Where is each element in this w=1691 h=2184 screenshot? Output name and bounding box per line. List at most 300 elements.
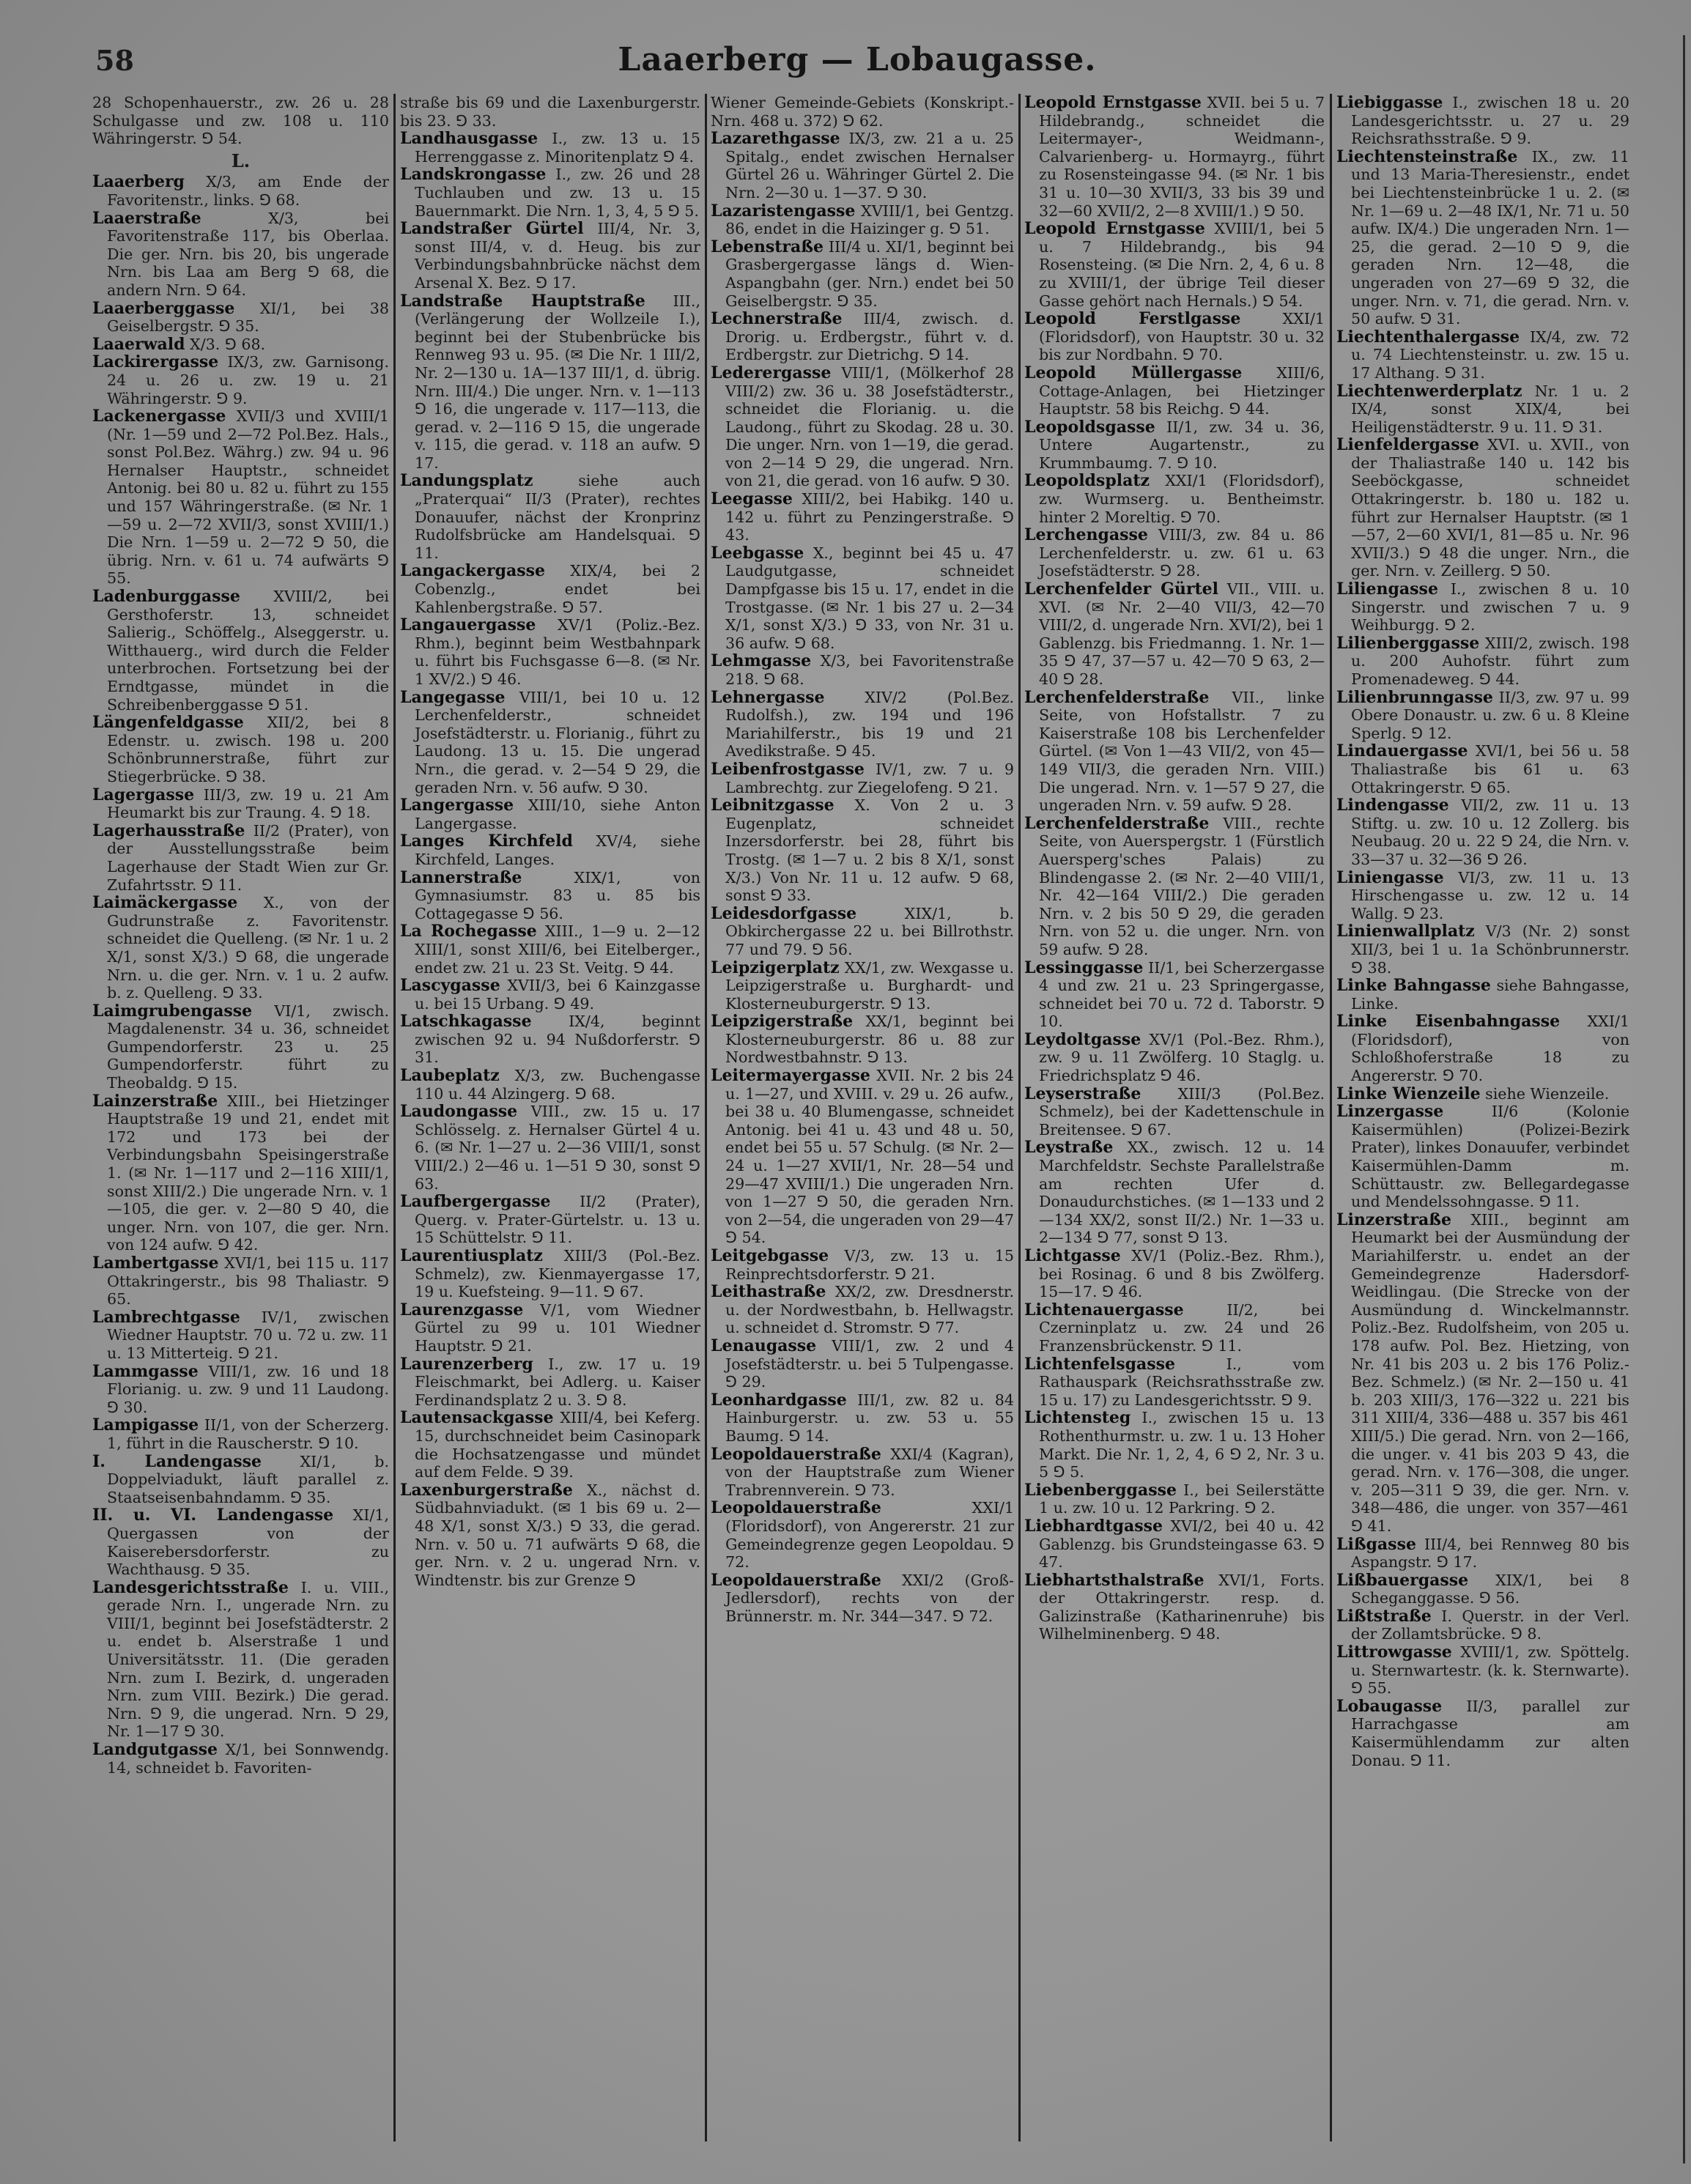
street-entry (711, 905, 1014, 959)
street-entry (711, 544, 1014, 653)
street-name: Lampigasse (92, 1415, 199, 1435)
street-name: Liebhartsthalstraße (1024, 1570, 1205, 1590)
street-name: Linke Bahngasse (1336, 976, 1491, 996)
page-header (95, 38, 1619, 89)
street-entry (1336, 382, 1629, 437)
street-entry (400, 220, 700, 292)
entry-text: XIX/1, bei 8 Scheganggasse. ⅁ 56. (1351, 1571, 1629, 1607)
street-entry (400, 1301, 700, 1355)
street-entry (400, 977, 700, 1013)
street-entry (1024, 815, 1325, 959)
street-entry (711, 1572, 1014, 1626)
column-rule (705, 94, 707, 2142)
street-name: Leidesdorfgasse (711, 903, 857, 923)
street-entry (1336, 148, 1629, 328)
street-entry (400, 166, 700, 220)
entry-text: VIII/1, zw. 16 und 18 Florianig. u. zw. 9 und 11 Laudong. ⅁ 30. (107, 1362, 389, 1416)
street-entry (92, 300, 389, 336)
entry-text: XII/2, bei 8 Edenstr. u. zwisch. 198 u. 200 Schönbrunnerstraße, führt zur Stiegerbrücke. ⅁ 38. (107, 714, 389, 785)
entry-text: III/4, bei Rennweg 80 bis Aspangstr. ⅁ 17. (1351, 1535, 1629, 1572)
entry-text: siehe auch „Praterquai“ II/3 (Prater), rechtes Donauufer, nächst der Kronprinz Rudolfsbrücke am Handelsquai. ⅁ 11. (415, 472, 700, 562)
street-entry (1336, 436, 1629, 580)
entry-text: I., zw. 26 und 28 Tuchlauben und zw. 13 u. 15 Bauernmarkt. Die Nrn. 1, 3, 4, 5 ⅁ 5. (415, 166, 700, 220)
entry-text: XIII/2, bei Habikg. 140 u. 142 u. führt zu Penzingerstraße. ⅁ 43. (725, 490, 1014, 544)
entry-text: II/2 (Prater), von der Ausstellungsstraße beim Lagerhause der Stadt Wien zur Gr. Zufahrtsstr. ⅁ 11. (107, 821, 389, 894)
street-entry (711, 490, 1014, 544)
street-name: Leopold Ernstgasse (1024, 219, 1205, 239)
street-name: Lebenstraße (711, 237, 824, 256)
street-entry (400, 472, 700, 562)
street-name: Langergasse (400, 796, 514, 815)
entry-text: XIII/2, zwisch. 198 u. 200 Auhofstr. führt zum Promenadeweg. ⅁ 44. (1351, 634, 1629, 688)
street-name: Linzergasse (1336, 1102, 1444, 1122)
street-entry (400, 562, 700, 616)
entry-text: X., von der Gudrunstraße z. Favoritenstr. schneidet die Quelleng. (✉ Nr. 1 u. 2 X/1, sonst X/3.) ⅁ 68, die ungerade Nrn. u. die ger. Nrn. v. 1 u. 2 aufw. b. z. Quelleng. ⅁ 33. (107, 894, 389, 1002)
entry-text: VI/1, zwisch. Magdalenenstr. 34 u. 36, schneidet Gumpendorferstr. 23 u. 25 Gumpendorferstr. führt zu Theobaldg. ⅁ 15. (107, 1002, 389, 1092)
entry-text: XVI/1, Forts. der Ottakringerstr. resp. d. Galizinstraße (Katharinenruhe) bis Wilhelminenberg. ⅁ 48. (1039, 1571, 1325, 1643)
column-rule (1018, 94, 1021, 2142)
street-entry (400, 292, 700, 473)
street-name: Leipzigerstraße (711, 1012, 854, 1032)
street-entry (400, 689, 700, 797)
street-name: Leystraße (1024, 1138, 1114, 1158)
entry-text: XVII. bei 5 u. 7 Hildebrandg., schneidet die Leitermayer-, Weidmann-, Calvarienberg- u. Hormayrg., führt zu Rosensteingasse 94. (✉ Nr. 1 bis 31 u. 10—30 XVII/3, 33 bis 39 und 32—60 XVII/2, 2—8 XVIII/1.) ⅁ 50. (1039, 94, 1325, 220)
entry-text: I. Querstr. in der Verl. der Zollamtsbrücke. ⅁ 8. (1351, 1607, 1629, 1643)
street-name: Leipzigerplatz (711, 958, 840, 977)
entry-text: I., zwischen 15 u. 13 Rothenthurmstr. u. zw. 1 u. 13 Hoher Markt. Die Nr. 1, 2, 4, 6 ⅁ 2, Nr. 3 u. 5 ⅁ 5. (1039, 1409, 1325, 1481)
street-name: Leopoldsgasse (1024, 417, 1155, 437)
street-name: Leitermayergasse (711, 1066, 870, 1086)
street-name: Lerchenfelderstraße (1024, 687, 1210, 707)
entry-text: V/3, zw. 13 u. 15 Reinprechtsdorferstr. ⅁ 21. (725, 1247, 1014, 1283)
street-entry (92, 1092, 389, 1254)
street-name: Lackenergasse (92, 407, 226, 426)
entry-text: XIII/3 (Pol.Bez. Schmelz), bei der Kadettenschule in Breitensee. ⅁ 67. (1039, 1084, 1325, 1139)
entry-text: XV/1 (Poliz.-Bez. Rhm.), bei Rosinag. 6 und 8 bis Zwölferg. 15—17. ⅁ 46. (1039, 1247, 1325, 1301)
entry-text: VIII., zw. 15 u. 17 Schlösselg. z. Hernalser Gürtel 4 u. 6. (✉ Nr. 1—27 u. 2—36 VIII/1, sonst VIII/2.) 2—46 u. 1—51 ⅁ 30, sonst ⅁ 63. (415, 1103, 700, 1193)
entry-text: IX/3, zw. Garnisong. 24 u. 26 u. zw. 19 u. 21 Währingerstr. ⅁ 9. (107, 353, 389, 407)
street-entry (1336, 634, 1629, 689)
street-name: Lackirergasse (92, 352, 219, 372)
street-entry (711, 760, 1014, 796)
entry-text: siehe Wienzeile. (1485, 1084, 1610, 1103)
street-name: Lechnerstraße (711, 309, 843, 329)
entry-text: XVII. Nr. 2 bis 24 u. 1—27, und XVIII. v. 29 u. 26 aufw., bei 38 u. 40 Blumengasse, schneidet Antonig. bei 41 u. 43 und 48 u. 50, endet bei 55 u. 57 Schulg. (✉ Nr. 2—24 u. 1—27 XVII/1, Nr. 28—54 und 29—47 XVIII/1.) Die ungeraden Nrn. von 1—27 ⅁ 50, die geraden Nrn. von 2—54, die ungeraden von 29—47 ⅁ 54. (725, 1067, 1014, 1247)
entry-text: X., nächst d. Südbahnviadukt. (✉ 1 bis 69 u. 2—48 X/1, sonst X/3.) ⅁ 33, die gerad. Nrn. v. 50 u. 71 aufwärts ⅁ 68, die ger. Nrn. v. 2 u. ungerad Nrn. v. Windtenstr. bis zur Grenze ⅁ (415, 1481, 700, 1589)
entry-text: II/1, zw. 34 u. 36, Untere Augartenstr., zu Krummbaumg. 7. ⅁ 10. (1039, 418, 1325, 472)
street-name: Lannerstraße (400, 867, 522, 887)
street-name: Latschkagasse (400, 1012, 532, 1032)
entry-text: III/1, zw. 82 u. 84 Hainburgerstr. u. zw. 53 u. 55 Baumg. ⅁ 14. (725, 1391, 1014, 1445)
entry-text: XXI/1 (Floridsdorf), von Schloßhoferstraße 18 zu Angererstr. ⅁ 70. (1351, 1013, 1629, 1085)
entry-text: XX/2, zw. Dresdnerstr. u. der Nordwestbahn, b. Hellwagstr. u. schneidet d. Stromstr. ⅁ 77. (725, 1283, 1014, 1337)
street-entry (1336, 580, 1629, 634)
street-entry (400, 832, 700, 868)
street-name: Liebhardtgasse (1024, 1516, 1163, 1536)
street-entry (1024, 220, 1325, 310)
street-name: Laimäckergasse (92, 893, 238, 913)
entry-text: 28 Schopenhauerstr., zw. 26 u. 28 Schulgasse und zw. 108 u. 110 Währingerstr. ⅁ 54. (92, 94, 389, 148)
column-1 (92, 94, 389, 2145)
street-entry (400, 1247, 700, 1301)
entry-text: II/6 (Kolonie Kaisermühlen) (Polizei-Bezirk Prater), linkes Donauufer, verbindet Kaisermühlen-Damm m. Schüttaustr. zw. Bellegardegasse und Mendelssohngasse. ⅁ 11. (1351, 1103, 1629, 1211)
street-name: Ladenburggasse (92, 587, 240, 607)
street-name: Laaerberg (92, 172, 185, 192)
street-entry (1336, 1572, 1629, 1607)
street-entry (1336, 1013, 1629, 1084)
entry-text: VII., linke Seite, von Hofstallstr. 7 zu Kaiserstraße 108 bis Lerchenfelder Gürtel. (✉ Von 1—43 VII/2, von 45—149 VII/3, die geraden Nrn. VIII.) Die ungerad. Nrn. v. 1—57 ⅁ 27, die ungeraden Nrn. v. 59 aufw. ⅁ 28. (1039, 688, 1325, 815)
street-entry (1024, 364, 1325, 418)
street-name: Langes Kirchfeld (400, 832, 573, 851)
street-name: Laaerstraße (92, 208, 201, 228)
street-name: Lammgasse (92, 1361, 199, 1381)
street-name: Leibnitzgasse (711, 796, 835, 815)
street-entry (711, 364, 1014, 490)
street-entry (92, 1453, 389, 1507)
entry-text: XVII/3 und XVIII/1 (Nr. 1—59 und 2—72 Pol.Bez. Hals., sonst Pol.Bez. Währg.) zw. 94 u. 96 Hernalser Hauptstr., schneidet Antonig. bei 80 u. 82 u. führt zu 155 und 157 Währingerstraße. (✉ Nr. 1—59 u. 2—72 XVII/3, sonst XVIII/1.) Die Nrn. 1—59 u. 2—72 ⅁ 50, die übrig. Nrn. v. 61 u. 74 aufwärts ⅁ 55. (107, 407, 389, 588)
entry-text: XX/1, zw. Wexgasse u. Leipzigerstraße u. Burghardt- und Klosterneuburgerstr. ⅁ 13. (725, 958, 1014, 1013)
street-name: Lautensackgasse (400, 1408, 554, 1428)
street-name: Liechtensteinstraße (1336, 147, 1518, 166)
street-name: Lehnergasse (711, 687, 825, 707)
street-entry (1024, 1572, 1325, 1643)
street-name: Landgutgasse (92, 1740, 218, 1760)
entry-text: XVI. u. XVII., von der Thaliastraße 140 u. 142 bis Seeböckgasse, schneidet Ottakringerstr. b. 180 u. 182 u. führt zur Hernalser Hauptstr. (✉ 1—57, 2—60 XVI/1, 81—85 u. Nr. 96 XVII/3.) ⅁ 48 die unger. Nrn., die ger. Nrn. v. Zeillerg. ⅁ 50. (1351, 436, 1629, 580)
street-name: Lambrechtgasse (92, 1307, 240, 1327)
street-entry (92, 1363, 389, 1417)
street-entry (711, 1337, 1014, 1391)
entry-text: XVIII/1, bei Gentzg. 86, endet in die Haizinger g. ⅁ 51. (725, 201, 1014, 238)
street-name: Lißbauergasse (1336, 1570, 1469, 1590)
street-name: Lehmgasse (711, 651, 812, 671)
section-letter: L. (231, 149, 251, 171)
entry-text: VII., VIII. u. XVI. (✉ Nr. 2—40 VII/3, 42—70 VIII/2, d. ungerade Nrn. XVI/2), bei 1 Gablenzg. bis Friedmanng. 1. Nr. 1—35 ⅁ 47, 37—57 u. 42—70 ⅁ 63, 2—40 ⅁ 28. (1039, 580, 1325, 688)
street-name: Laurenzgasse (400, 1300, 524, 1319)
street-name: Laimgrubengasse (92, 1001, 253, 1021)
street-entry (400, 1067, 700, 1103)
street-name: Laudongasse (400, 1102, 518, 1122)
street-name: Leopoldauerstraße (711, 1444, 881, 1464)
street-entry (92, 894, 389, 1002)
street-name: Leebgasse (711, 543, 804, 563)
street-entry (92, 1579, 389, 1741)
street-name: Laxenburgerstraße (400, 1480, 573, 1500)
entry-text: III/4, Nr. 3, sonst III/4, v. d. Heug. bis zur Verbindungsbahnbrücke nächst dem Arsenal X. Bez. ⅁ 17. (415, 220, 700, 292)
street-name: Längenfeldgasse (92, 713, 244, 733)
entry-text: XV/1 (Poliz.-Bez. Rhm.), beginnt beim Westbahnpark u. führt bis Fuchsgasse 6—8. (✉ Nr. 1 XV/2.) ⅁ 46. (415, 616, 700, 688)
entry-text: I. u. VIII., gerade Nrn. I., ungerade Nrn. zu VIII/1, beginnt bei Josefstädterstr. 2 u. endet b. Alserstraße 1 und Universitätsstr. 11. (Die geraden Nrn. zum I. Bezirk, d. ungeraden Nrn. zum VIII. Bezirk.) Die gerad. Nrn. ⅁ 9, die ungerad. Nrn. ⅁ 29, Nr. 1—17 ⅁ 30. (107, 1578, 389, 1741)
street-entry (92, 1416, 389, 1452)
entry-continuation (92, 94, 389, 148)
entry-continuation (711, 94, 1014, 130)
entry-text: XVI/1, bei 115 u. 117 Ottakringerstr., bis 98 Thaliastr. ⅁ 65. (107, 1254, 389, 1308)
street-entry (92, 1308, 389, 1363)
street-entry (1336, 328, 1629, 382)
entry-text: XXI/1 (Floridsdorf), zw. Wurmserg. u. Bentheimstr. hinter 2 Moreltig. ⅁ 70. (1039, 472, 1325, 526)
street-entry (1336, 1643, 1629, 1698)
entry-text: I., zw. 17 u. 19 Fleischmarkt, bei Adlerg. u. Kaiser Ferdinandsplatz 2 u. 3. ⅁ 8. (415, 1355, 700, 1409)
entry-text: II/2 (Prater), Querg. v. Prater-Gürtelstr. u. 13 u. 15 Schüttelstr. ⅁ 11. (415, 1193, 700, 1247)
street-name: Landhausgasse (400, 129, 539, 149)
street-name: Leydoltgasse (1024, 1029, 1141, 1049)
entry-text: XV/1 (Pol.-Bez. Rhm.), zw. 9 u. 11 Zwölferg. 10 Staglg. u. Friedrichsplatz ⅁ 46. (1039, 1030, 1325, 1085)
street-entry (1336, 1607, 1629, 1643)
street-entry (400, 922, 700, 977)
street-name: Leopoldauerstraße (711, 1570, 881, 1590)
entry-text: XXI/2 (Groß-Jedlersdorf), rechts von der Brünnerstr. m. Nr. 344—347. ⅁ 72. (725, 1571, 1014, 1625)
street-entry (92, 822, 389, 894)
street-entry (711, 1283, 1014, 1337)
entry-text: VIII/3, zw. 84 u. 86 Lerchenfelderstr. u. zw. 61 u. 63 Josefstädterstr. ⅁ 28. (1039, 526, 1325, 580)
street-entry (711, 652, 1014, 688)
street-entry (1336, 977, 1629, 1013)
entry-text: XVI/1, bei 56 u. 58 Thaliastraße bis 61 u. 63 Ottakringerstr. ⅁ 65. (1351, 742, 1629, 796)
street-name: I. Landengasse (92, 1451, 262, 1471)
street-entry (1024, 1517, 1325, 1572)
street-name: Lichtenauergasse (1024, 1300, 1184, 1319)
entry-text: XIII/4, bei Keferg. 15, durchschneidet beim Casinopark die Hochsatzengasse und mündet auf dem Felde. ⅁ 39. (415, 1409, 700, 1481)
street-entry (92, 336, 389, 354)
street-name: Lerchenfelderstraße (1024, 813, 1210, 833)
street-name: Lascygasse (400, 976, 500, 996)
street-entry (92, 714, 389, 785)
street-entry (400, 1355, 700, 1410)
entry-text: XIII., 1—9 u. 2—12 XIII/1, sonst XIII/6, bei Eitelberger., endet zw. 21 u. 23 St. Veitg. ⅁ 44. (415, 922, 700, 977)
street-entry (1336, 1211, 1629, 1536)
street-name: Leibenfrostgasse (711, 759, 865, 779)
street-entry (711, 1013, 1014, 1067)
street-name: La Rochegasse (400, 922, 537, 941)
street-name: Lichtensteg (1024, 1408, 1131, 1428)
street-name: Lazaristengasse (711, 201, 856, 221)
entry-text: I., zwischen 8 u. 10 Singerstr. und zwischen 7 u. 9 Weihburgg. ⅁ 2. (1351, 580, 1629, 634)
entry-text: I., bei Seilerstätte 1 u. zw. 10 u. 12 Parkring. ⅁ 2. (1039, 1481, 1325, 1517)
street-name: Lichtgasse (1024, 1246, 1121, 1265)
street-name: Linke Wienzeile (1336, 1084, 1481, 1103)
column-rule (1330, 94, 1332, 2142)
street-entry (1024, 310, 1325, 364)
entry-text: X/3, am Ende der Favoritenstr., links. ⅁ 68. (107, 173, 389, 209)
street-entry (400, 130, 700, 166)
entry-text: VIII/1, bei 10 u. 12 Lerchenfelderstr., schneidet Josefstädterstr. u. Florianig., führt zu Laudong. 13 u. 15. Die ungerad Nrn., die gerad. v. 2—54 ⅁ 29, die geraden Nrn. v. 56 aufw. ⅁ 30. (415, 688, 700, 796)
street-entry (1024, 418, 1325, 473)
street-name: Lagergasse (92, 785, 195, 804)
entry-text: X., beginnt bei 45 u. 47 Laudgutgasse, schneidet Dampfgasse bis 15 u. 17, endet in die Trostgasse. (✉ Nr. 1 bis 27 u. 2—34 X/1, sonst X/3.) ⅁ 33, von Nr. 31 u. 36 aufw. ⅁ 68. (725, 544, 1014, 652)
street-entry (400, 1193, 700, 1247)
street-entry (1336, 1103, 1629, 1211)
street-name: Lagerhausstraße (92, 821, 245, 840)
street-entry (1024, 472, 1325, 526)
entry-text: VIII/1, (Mölkerhof 28 VIII/2) zw. 36 u. 38 Josefstädterstr., schneidet die Florianig. u. die Laudong., führt zu Skodag. 28 u. 30. Die unger. Nrn. von 1—19, die gerad. von 2—14 ⅁ 29, die ungerad. Nrn. von 21, die gerad. von 16 aufw. ⅁ 30. (725, 363, 1014, 490)
street-name: Langackergasse (400, 561, 545, 581)
street-entry (400, 1103, 700, 1193)
street-name: Laubeplatz (400, 1066, 500, 1086)
entry-text: XIV/2 (Pol.Bez. Rudolfsh.), zw. 194 und 196 Mariahilferstr., bis 19 und 21 Avedikstraße. ⅁ 45. (725, 688, 1014, 760)
entry-text: XIII., bei Hietzinger Hauptstraße 19 und 21, endet mit 172 und 173 bei der Verbindungsbahn Speisingerstraße 1. (✉ Nr. 1—117 und 2—116 XIII/1, sonst XIII/2.) Die ungerade Nrn. v. 1—105, die ger. v. 2—80 ⅁ 40, die unger. Nrn. von 107, die ger. Nrn. von 124 aufw. ⅁ 42. (107, 1092, 389, 1254)
street-entry (400, 1409, 700, 1481)
street-name: Lazarethgasse (711, 129, 840, 149)
street-name: Lindauergasse (1336, 741, 1468, 761)
street-entry (92, 1254, 389, 1308)
street-entry (1024, 689, 1325, 815)
street-entry (711, 130, 1014, 201)
entry-text: XIX/1, von Gymnasiumstr. 83 u. 85 bis Cottagegasse ⅁ 56. (415, 868, 700, 922)
street-name: Laaerwald (92, 334, 185, 354)
running-head: Laaerberg — Lobaugasse. (618, 41, 1097, 78)
entry-text: XVI/2, bei 40 u. 42 Gablenzg. bis Grundsteingasse 63. ⅁ 47. (1039, 1517, 1325, 1572)
street-name: Littrowgasse (1336, 1643, 1452, 1662)
entry-text: XVII/3, bei 6 Kainzgasse u. bei 15 Urbang. ⅁ 49. (415, 977, 700, 1013)
entry-text: I., vom Rathauspark (Reichsrathsstraße zw. 15 u. 17) zu Landesgerichtsstr. ⅁ 9. (1039, 1355, 1325, 1409)
street-entry (711, 689, 1014, 760)
street-entry (1024, 959, 1325, 1031)
street-entry (92, 353, 389, 407)
street-name: Liliengasse (1336, 580, 1438, 599)
street-name: Lindengasse (1336, 796, 1449, 815)
street-entry (711, 1391, 1014, 1445)
street-name: Leegasse (711, 489, 793, 509)
entry-text: XIII/6, Cottage-Anlagen, bei Hietzinger Hauptstr. 58 bis Reichg. ⅁ 44. (1039, 363, 1325, 418)
street-entry (1336, 94, 1629, 148)
street-entry (92, 173, 389, 209)
entry-text: XXI/1 (Floridsdorf), von Hauptstr. 30 u. 32 bis zur Nordbahn. ⅁ 70. (1039, 310, 1325, 364)
entry-text: X/3, zw. Buchengasse 110 u. 44 Alzingerg. ⅁ 68. (415, 1067, 700, 1103)
street-entry (1336, 1085, 1629, 1103)
entry-text: XIII/3 (Pol.-Bez. Schmelz), zw. Kienmayergasse 17, 19 u. Kuefsteing. 9—11. ⅁ 67. (415, 1247, 700, 1301)
street-name: Lambertgasse (92, 1254, 219, 1273)
entry-text: Wiener Gemeinde-Gebiets (Konskript.-Nrn. 468 u. 372) ⅁ 62. (711, 94, 1014, 130)
street-entry (711, 959, 1014, 1013)
street-name: Landstraßer Gürtel (400, 219, 584, 239)
entry-text: I., zw. 13 u. 15 Herrenggasse z. Minoritenplatz ⅁ 4. (415, 130, 700, 166)
street-entry (711, 238, 1014, 310)
street-entry (400, 796, 700, 832)
street-entry (92, 210, 389, 300)
street-name: Lienfeldergasse (1336, 435, 1480, 455)
street-name: Leitgebgasse (711, 1246, 829, 1265)
entry-text: IX/4, zw. 72 u. 74 Liechtensteinstr. u. zw. 15 u. 17 Althang. ⅁ 31. (1351, 327, 1629, 382)
entry-text: VII/2, zw. 11 u. 13 Stiftg. u. zw. 10 u. 12 Zollerg. bis Neubaug. 20 u. 22 ⅁ 24, die Nrn. v. 33—37 u. 32—36 ⅁ 26. (1351, 796, 1629, 868)
street-name: Landesgerichtsstraße (92, 1577, 289, 1597)
street-name: Lerchengasse (1024, 525, 1148, 545)
street-entry (92, 786, 389, 822)
street-entry (1336, 1698, 1629, 1769)
street-entry (1336, 796, 1629, 868)
entry-text: XV/4, siehe Kirchfeld, Langes. (415, 832, 700, 868)
entry-text: V/1, vom Wiedner Gürtel zu 99 u. 101 Wiedner Hauptstr. ⅁ 21. (415, 1300, 700, 1355)
entry-text: straße bis 69 und die Laxenburgerstr. bis 23. ⅁ 33. (400, 94, 700, 130)
street-entry (1024, 1031, 1325, 1085)
street-name: Liebenberggasse (1024, 1480, 1177, 1500)
entry-text: XI/1, b. Doppelviadukt, läuft parallel z. Staatseisenbahndamm. ⅁ 35. (107, 1452, 389, 1506)
street-entry (1024, 1139, 1325, 1247)
street-name: Laufbergergasse (400, 1192, 551, 1212)
entry-text: III/4 u. XI/1, beginnt bei Grasbergergasse längs d. Wien-Aspangbahn (ger. Nrn.) endet bei 50 Geiselbergstr. ⅁ 35. (725, 237, 1014, 310)
entry-text: XVIII/1, zw. Spöttelg. u. Sternwartestr. (k. k. Sternwarte). ⅁ 55. (1351, 1643, 1629, 1698)
entry-text: Nr. 1 u. 2 IX/4, sonst XIX/4, bei Heiligenstädterstr. 9 u. 11. ⅁ 31. (1351, 382, 1629, 436)
column-3 (711, 94, 1014, 2145)
street-name: Langegasse (400, 687, 506, 707)
street-entry (1336, 922, 1629, 977)
street-entry (1336, 1536, 1629, 1572)
entry-text: XIX/1, b. Obkirchergasse 22 u. bei Billrothstr. 77 und 79. ⅁ 56. (725, 904, 1014, 958)
street-entry (92, 407, 389, 588)
entry-text: X. Von 2 u. 3 Eugenplatz, schneidet Inzersdorferstr. bei 28, führt bis Trostg. (✉ 1—7 u. 2 bis 8 X/1, sonst X/3.) Von Nr. 11 u. 12 aufw. ⅁ 68, sonst ⅁ 33. (725, 796, 1014, 905)
entry-text: XX., zwisch. 12 u. 14 Marchfeldstr. Sechste Parallelstraße am rechten Ufer d. Donaudurchstiches. (✉ 1—133 und 2—134 XX/2, sonst II/2.) Nr. 1—33 u. 2—134 ⅁ 77, sonst ⅁ 13. (1039, 1139, 1325, 1247)
street-entry (1024, 1481, 1325, 1517)
entry-text: III/4, zwisch. d. Drorig. u. Erdbergstr., führt v. d. Erdbergstr. zur Dietrichg. ⅁ 14. (725, 310, 1014, 364)
column-4 (1024, 94, 1325, 2145)
street-name: Liechtenwerderplatz (1336, 381, 1522, 401)
street-name: Landstraße Hauptstraße (400, 291, 645, 311)
entry-text: X/1, bei Sonnwendg. 14, schneidet b. Favoriten- (107, 1741, 389, 1777)
street-entry (711, 310, 1014, 364)
street-name: Linke Eisenbahngasse (1336, 1012, 1561, 1032)
street-entry (92, 1002, 389, 1092)
street-entry (1024, 1085, 1325, 1139)
entry-text: XI/1, bei 38 Geiselbergstr. ⅁ 35. (107, 299, 389, 336)
street-name: Laurentiusplatz (400, 1246, 543, 1265)
street-entry (1024, 94, 1325, 220)
entry-text: XI/1, Quergassen von der Kaiserebersdorferstr. zu Wachthausg. ⅁ 35. (107, 1506, 389, 1579)
street-name: Laurenzerberg (400, 1354, 533, 1374)
street-entry (1336, 742, 1629, 796)
street-entry (1024, 1409, 1325, 1481)
street-entry (400, 1013, 700, 1067)
street-entry (400, 869, 700, 923)
street-name: Laaerberggasse (92, 298, 235, 318)
street-name: Linzerstraße (1336, 1210, 1452, 1229)
entry-text: XIII/10, siehe Anton Langergasse. (415, 796, 700, 832)
street-name: Leopold Ernstgasse (1024, 94, 1202, 112)
entry-text: II/2, bei Czerninplatz u. zw. 24 und 26 Franzensbrückenstr. ⅁ 11. (1039, 1300, 1325, 1355)
street-name: Lessinggasse (1024, 958, 1144, 977)
street-name: II. u. VI. Landengasse (92, 1506, 334, 1525)
entry-text: XX/1, beginnt bei Klosterneuburgerstr. 86 u. 88 zur Nordwestbahnstr. ⅁ 13. (725, 1013, 1014, 1067)
entry-text: III., (Verlängerung der Wollzeile I.), beginnt bei der Stubenbrücke bis Rennweg 93 u. 95. (✉ Die Nr. 1 III/2, Nr. 2—130 u. 1A—137 III/1, d. übrig. Nrn. III/4.) Die unger. Nrn. v. 1—113 ⅁ 16, die ungerade v. 117—113, die gerad. v. 2—116 ⅁ 15, die ungerade v. 115, die gerad. v. 118 an aufw. ⅁ 17. (415, 292, 700, 472)
street-name: Lilienbrunngasse (1336, 687, 1493, 707)
street-name: Linienwallplatz (1336, 922, 1475, 941)
street-entry (400, 616, 700, 688)
entry-text: XVIII/2, bei Gersthoferstr. 13, schneidet Salierig., Schöffelg., Alseggerstr. u. Witthauerg., wird durch die Felder unterbrochen. Fortsetzung bei der Erndtgasse, mündet in die Schreibenberggasse ⅁ 51. (107, 588, 389, 714)
street-name: Lichtenfelsgasse (1024, 1354, 1175, 1374)
street-name: Lißgasse (1336, 1534, 1416, 1554)
street-name: Lißtstraße (1336, 1606, 1432, 1626)
entry-text: IV/1, zwischen Wiedner Hauptstr. 70 u. 72 u. zw. 11 u. 13 Mitterteig. ⅁ 21. (107, 1308, 389, 1362)
street-name: Leopold Ferstlgasse (1024, 309, 1241, 329)
street-name: Leithastraße (711, 1282, 826, 1302)
entry-text: V/3 (Nr. 2) sonst XII/3, bei 1 u. 1a Schönbrunnerstr. ⅁ 38. (1351, 922, 1629, 977)
entry-text: XXI/1 (Floridsdorf), von Angererstr. 21 zur Gemeindegrenze gegen Leopoldau. ⅁ 72. (725, 1499, 1014, 1572)
column-2 (400, 94, 700, 2145)
entry-text: I., zwischen 18 u. 20 Landesgerichtsstr. u. 27 u. 29 Reichsrathsstraße. ⅁ 9. (1351, 94, 1629, 148)
street-name: Lainzerstraße (92, 1091, 218, 1111)
street-entry (92, 1506, 389, 1578)
entry-continuation (400, 94, 700, 130)
entry-text: VIII., rechte Seite, von Auerspergstr. 1 (Fürstlich Auersperg'sches Palais) zu Blindengasse 2. (✉ Nr. 2—40 VIII/1, Nr. 42—164 VIII/2.) Die geraden Nrn. v. 2 bis 50 ⅁ 29, die geraden Nrn. von 52 u. die unger. Nrn. von 59 aufw. ⅁ 28. (1039, 814, 1325, 958)
entry-text: IX., zw. 11 und 13 Maria-Theresienstr., endet bei Liechtensteinbrücke 1 u. 2. (✉ Nr. 1—69 u. 2—48 IX/1, Nr. 71 u. 50 aufw. IX/4.) Die ungeraden Nrn. 1—25, die gerad. 2—10 ⅁ 9, die geraden Nrn. 12—48, die ungeraden von 27—69 ⅁ 32, die unger. Nrn. v. 71, die gerad. Nrn. v. 50 aufw. ⅁ 31. (1351, 147, 1629, 328)
street-name: Liechtenthalergasse (1336, 327, 1520, 347)
street-entry (1024, 526, 1325, 580)
street-entry (92, 588, 389, 714)
street-entry (711, 1445, 1014, 1500)
street-entry (1336, 689, 1629, 743)
entry-text: X/3. ⅁ 68. (190, 335, 266, 353)
street-name: Leopoldsplatz (1024, 471, 1150, 491)
street-entry (711, 202, 1014, 238)
entry-text: III/3, zw. 19 u. 21 Am Heumarkt bis zur Traung. 4. ⅁ 18. (107, 785, 389, 822)
entry-text: II/3, zw. 97 u. 99 Obere Donaustr. u. zw. 6 u. 8 Kleine Sperlg. ⅁ 12. (1351, 688, 1629, 742)
